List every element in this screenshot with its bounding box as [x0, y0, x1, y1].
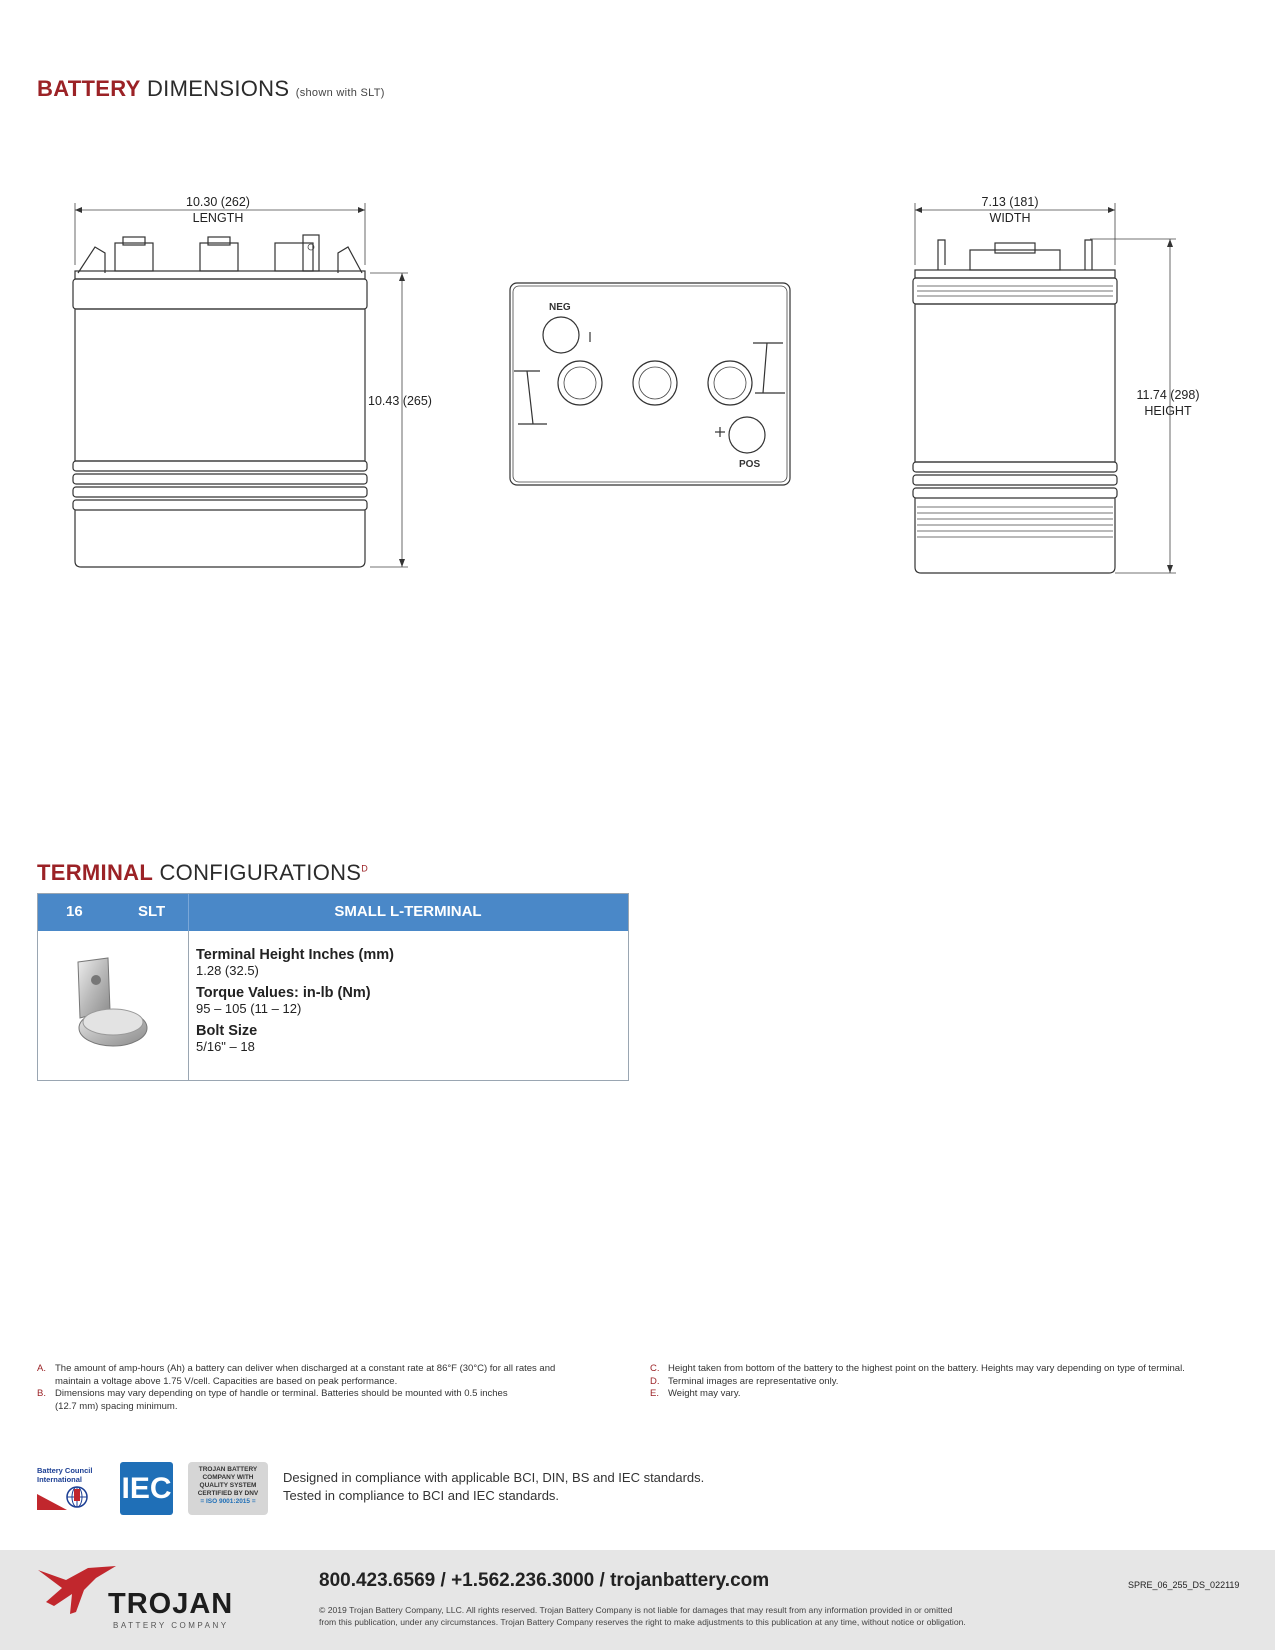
- spec-terminal-height: Terminal Height Inches (mm) 1.28 (32.5): [196, 947, 394, 978]
- legal-text: © 2019 Trojan Battery Company, LLC. All rights reserved. Trojan Battery Company is not liable for damages that may result from any information provided in or omitted from this publication, under any circumstances. Trojan Battery Company reserves the right to make adjustments to this publication at any time, without notice or obligation.: [319, 1605, 966, 1627]
- notes-right: [650, 1363, 1250, 1401]
- battery-dimensions-title: BATTERY DIMENSIONS (shown with SLT): [37, 76, 385, 101]
- terminal-configurations-title: TERMINAL $CONFIGURATIONS^D$: [37, 860, 369, 885]
- compliance-statement: Designed in compliance with applicable BCI, DIN, BS and IEC standards. Tested in compliance to BCI and IEC standards.: [283, 1470, 705, 1503]
- notes-left: [37, 1363, 577, 1413]
- neg-label: NEG: [549, 302, 571, 313]
- iec-logo: IEC: [120, 1462, 173, 1515]
- terminal-table: [37, 893, 629, 1081]
- side-height-dimension: 10.43 (265): [368, 394, 432, 408]
- battery-end-view-diagram: [900, 195, 1200, 575]
- battery-side-view-diagram: [60, 195, 430, 575]
- spec-torque: Torque Values: in-lb (Nm) 95 – 105 (11 – 12): [196, 985, 371, 1016]
- note-e: E. Weight may vary.: [650, 1388, 741, 1399]
- brand-subtitle: BATTERY COMPANY: [113, 1621, 229, 1630]
- note-b: B. Dimensions may vary depending on type of handle or terminal. Batteries should be mounted with 0.5 inches (12.7 mm) spacing minimum.: [37, 1388, 508, 1412]
- terminal-table-header: [38, 894, 628, 931]
- length-dimension: 10.30 (262) LENGTH: [186, 195, 250, 225]
- bci-logo: Battery Council International: [37, 1466, 105, 1512]
- pos-label: POS: [739, 459, 761, 470]
- contact-line: 800.423.6569 / +1.562.236.3000 / trojanbattery.com: [319, 1570, 770, 1591]
- dnv-certification-badge: TROJAN BATTERY COMPANY WITH QUALITY SYSTEM CERTIFIED BY DNV = ISO 9001:2015 =: [188, 1462, 268, 1515]
- battery-top-view-diagram: [505, 280, 805, 490]
- spec-bolt-size: Bolt Size 5/16" – 18: [196, 1023, 258, 1054]
- terminal-image: [68, 956, 158, 1056]
- document-code: SPRE_06_255_DS_022119: [1128, 1580, 1240, 1590]
- note-a: A. The amount of amp-hours (Ah) a battery can deliver when discharged at a constant rate at 86°F (30°C) for all rates and maintain a voltage above 1.75 V/cell. Capacities are based on peak performance.: [37, 1363, 556, 1387]
- note-d: D. Terminal images are representative only.: [650, 1375, 839, 1387]
- note-c: C. Height taken from bottom of the battery to the highest point on the battery. Heights may vary depending on type of terminal.: [650, 1363, 1185, 1374]
- terminal-abbr: SLT: [138, 903, 166, 920]
- brand-name: TROJAN: [108, 1588, 234, 1620]
- footer: [0, 1550, 1275, 1650]
- terminal-specs: [196, 947, 616, 1054]
- height-dimension: 11.74 (298) HEIGHT: [1136, 388, 1200, 418]
- width-dimension: 7.13 (181) WIDTH: [981, 195, 1039, 225]
- terminal-name: SMALL L-TERMINAL: [334, 903, 482, 920]
- terminal-code: 16: [66, 903, 83, 920]
